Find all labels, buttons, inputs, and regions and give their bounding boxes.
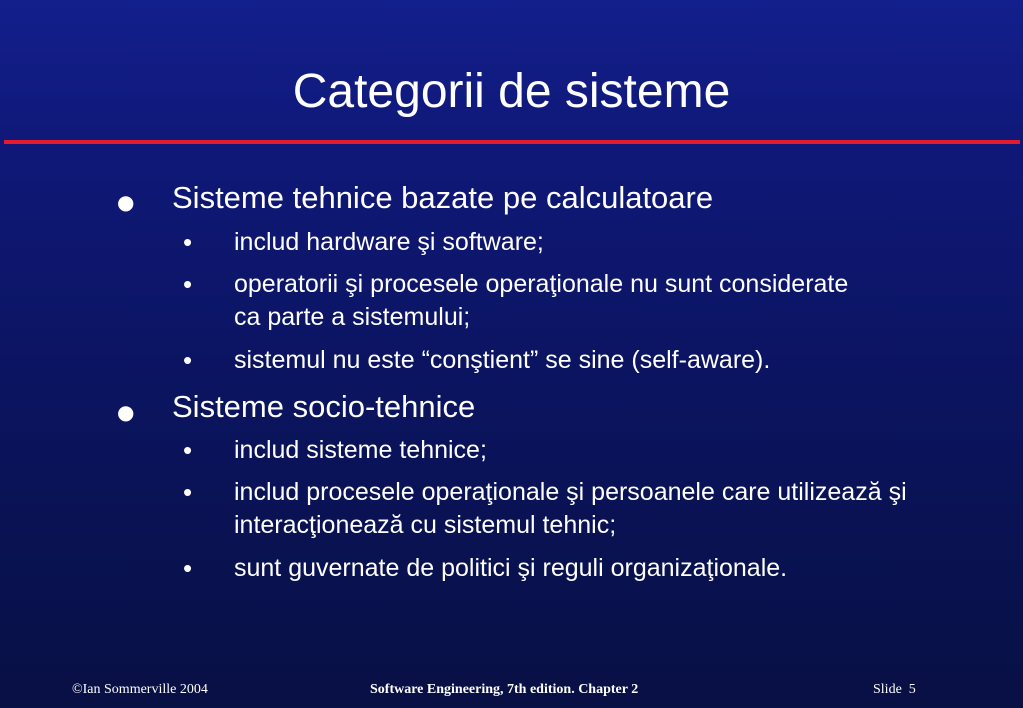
list-item: includ sisteme tehnice;	[234, 436, 487, 464]
section-heading-socio-technical: Sisteme socio-tehnice	[172, 389, 476, 424]
footer-slide-number	[873, 682, 916, 698]
bullet-icon: •	[183, 269, 193, 299]
list-item: operatorii şi procesele operaţionale nu sunt considerate ca parte a sistemului;	[234, 270, 849, 331]
slide-title: Categorii de sisteme	[292, 65, 731, 118]
slide-number: 5	[908, 682, 916, 697]
bullet-dot-icon: ●	[117, 190, 135, 214]
list-item: includ procesele operaţionale şi persoanele care utilizează şi interacţionează cu sistemul tehnic;	[234, 478, 907, 539]
bullet-icon: •	[183, 345, 193, 375]
footer-book-title: Software Engineering, 7th edition. Chapter 2	[370, 682, 639, 697]
slide-label: Slide	[873, 682, 902, 697]
bullet-icon: •	[183, 477, 193, 507]
footer-copyright: ©Ian Sommerville 2004	[72, 682, 208, 697]
section-heading-computer-systems: Sisteme tehnice bazate pe calculatoare	[172, 180, 714, 215]
list-item: includ hardware şi software;	[234, 228, 544, 256]
bullet-icon: •	[183, 435, 193, 465]
bullet-icon: •	[183, 227, 193, 257]
bullet-icon: •	[183, 553, 193, 583]
list-item: sistemul nu este “conştient” se sine (self-aware).	[234, 346, 771, 374]
list-item: sunt guvernate de politici şi reguli organizaţionale.	[234, 554, 788, 582]
bullet-dot-icon: ●	[117, 400, 135, 424]
